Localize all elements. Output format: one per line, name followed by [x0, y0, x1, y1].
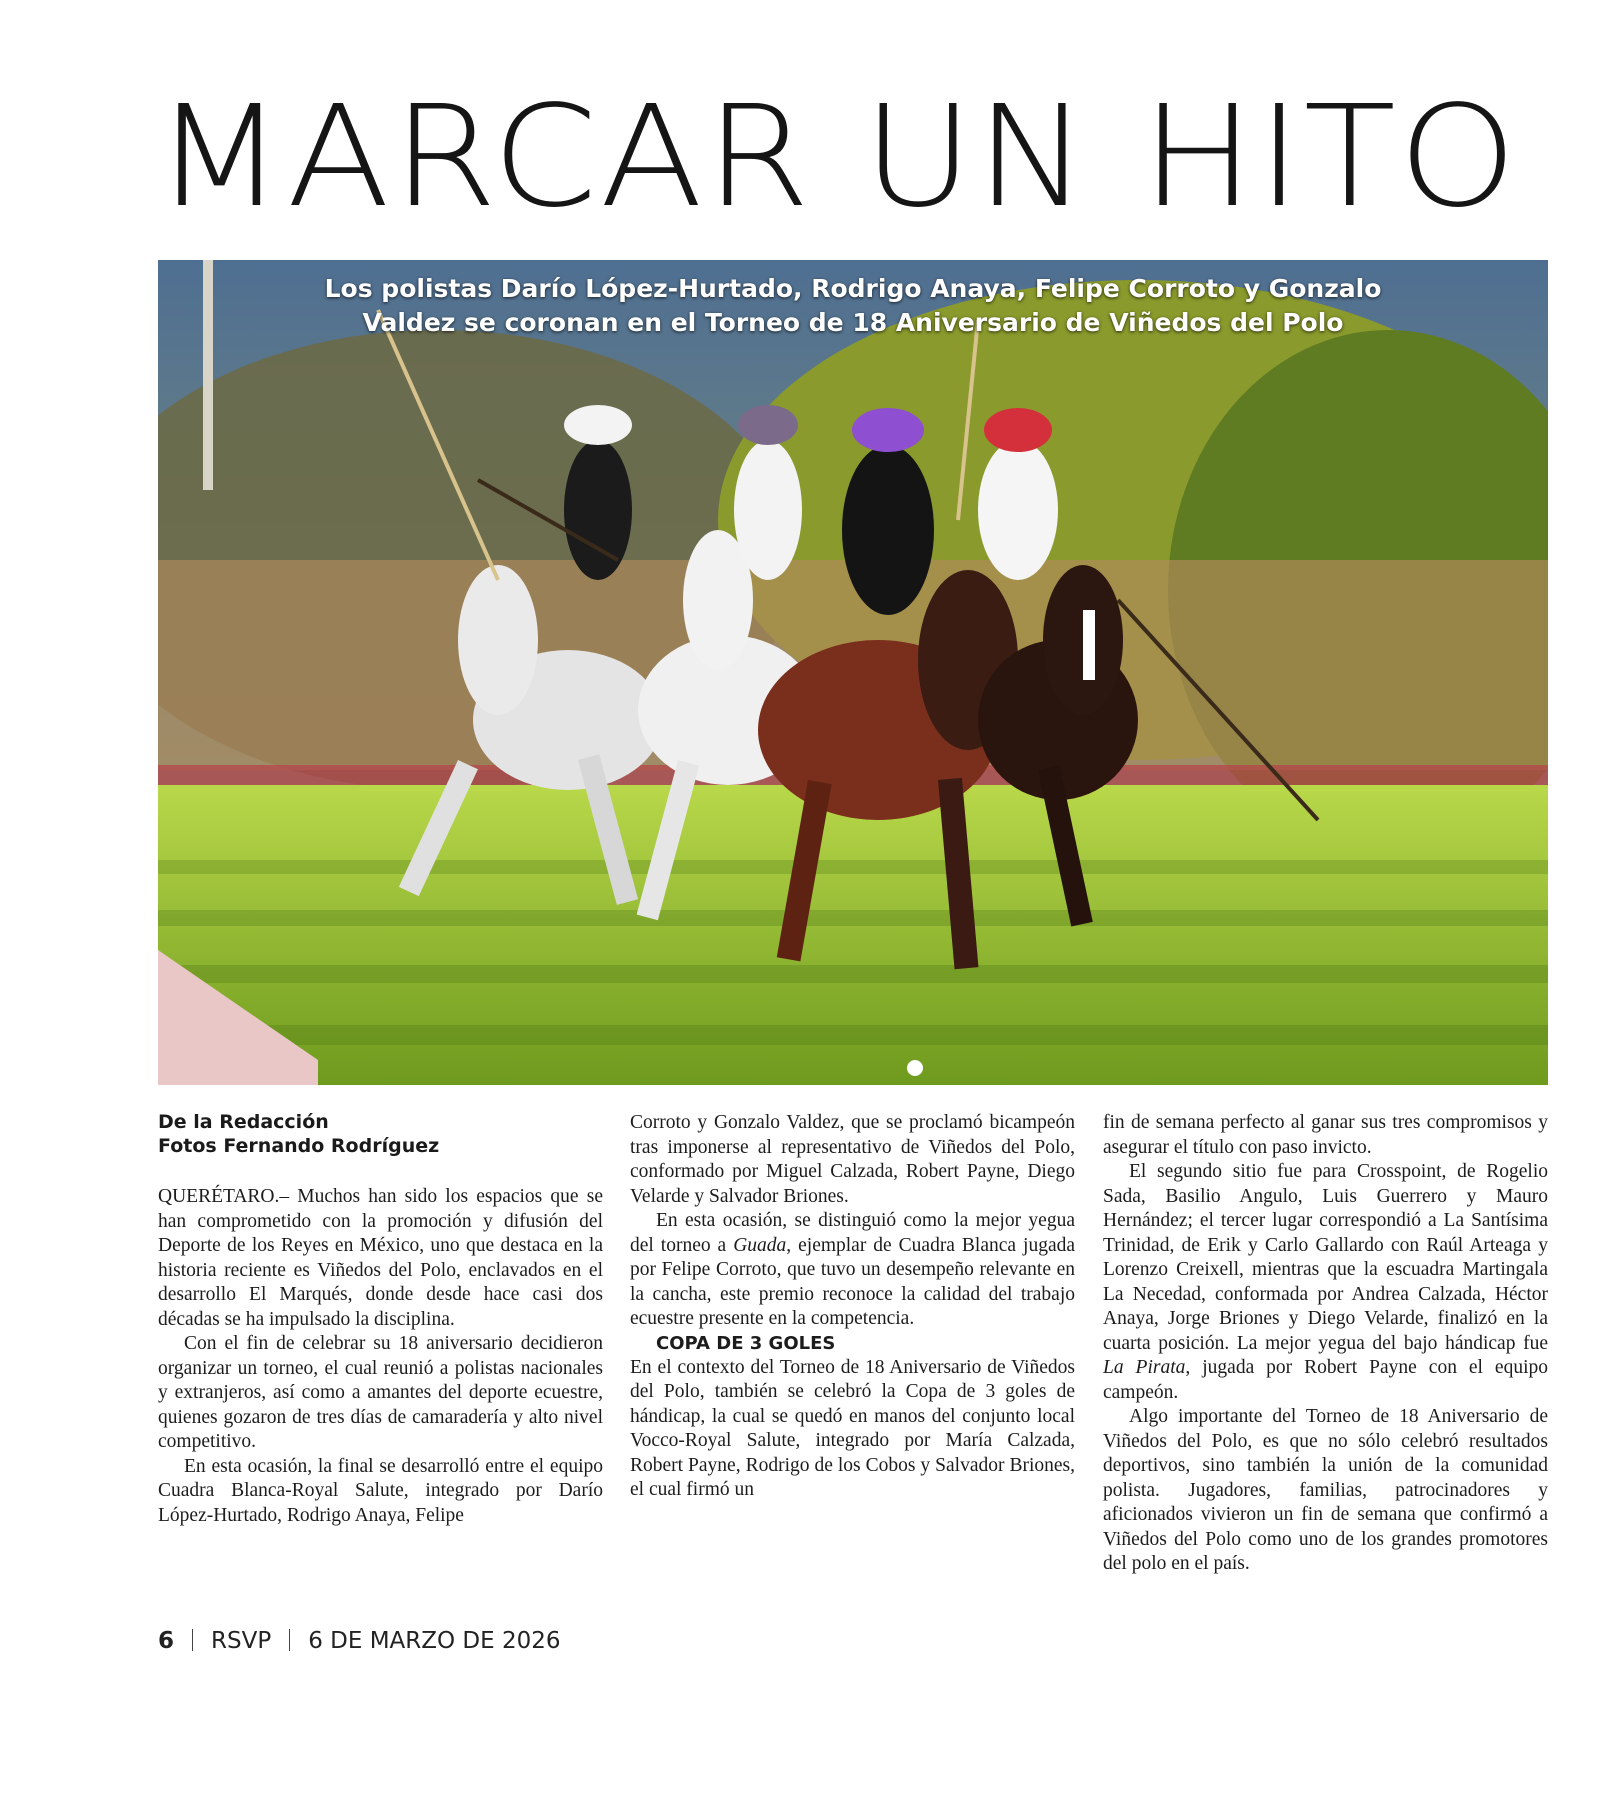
text-run: , jugada por Robert Payne con el equipo campeón.	[1103, 1357, 1549, 1403]
article-paragraph	[1103, 1160, 1548, 1405]
publication-name: RSVP	[211, 1628, 272, 1654]
page-number: 6	[158, 1628, 175, 1654]
page-footer	[158, 1628, 561, 1654]
section-heading: COPA DE 3 GOLES	[656, 1332, 836, 1354]
article-paragraph: fin de semana perfecto al ganar sus tres compromisos y asegurar el título con paso invicto.	[1103, 1112, 1548, 1158]
subhead-line-1: Los polistas Darío López-Hurtado, Rodrigo Anaya, Felipe Corroto y Gonzalo	[324, 274, 1382, 303]
horse-name: La Pirata	[1103, 1357, 1186, 1378]
headline: MARCAR UN HITO	[154, 76, 1520, 239]
photo-subhead	[158, 272, 1548, 340]
byline-author: De la Redacción	[158, 1111, 329, 1133]
horse-name: Guada	[733, 1234, 787, 1256]
text-run: El segundo sitio fue para Crosspoint, de Rogelio Sada, Basilio Angulo, Luis Guerrero y Mauro Hernández; el tercer lugar correspondió a La Santísima Trinidad, de Erik y Carlo Gallardo con Raúl Arteaga y Lorenzo Creixell, mientras que la escuadra Martingala La Necedad, conformada por Andrea Calzada, Héctor Anaya, Jorge Briones y Diego Velarde, finalizó en la cuarta posición. La mejor yegua del bajo hándicap fue	[1103, 1161, 1548, 1354]
article-paragraph: QUERÉTARO.– Muchos han sido los espacios que se han comprometido con la promoción y difusión del Deporte de los Reyes en México, uno que destaca en la historia reciente es Viñedos del Polo, enclavados en el desarrollo El Marqués, donde desde hace casi dos décadas se ha impulsado la disciplina.	[158, 1186, 603, 1330]
footer-divider	[192, 1629, 193, 1651]
byline	[158, 1110, 618, 1158]
text-run: En esta ocasión, se distinguió como la mejor yegua del torneo a	[630, 1210, 1075, 1256]
article-paragraph: Con el fin de celebrar su 18 aniversario decidieron organizar un torneo, el cual reunió a polistas nacionales y extranjeros, así como a amantes del deporte ecuestre, quienes gozaron de tres días de camaradería y alto nivel competitivo.	[158, 1333, 603, 1452]
issue-date: 6 DE MARZO DE 2026	[308, 1628, 561, 1654]
article-paragraph: En esta ocasión, la final se desarrolló entre el equipo Cuadra Blanca-Royal Salute, integrado por Darío López-Hurtado, Rodrigo Anaya, Felipe	[158, 1455, 603, 1526]
polo-photo-illustration	[158, 260, 1548, 1085]
polo-match-photo	[158, 260, 1548, 1085]
article-paragraph: Corroto y Gonzalo Valdez, que se proclamó bicampeón tras imponerse al representativo de Viñedos del Polo, conformado por Miguel Calzada, Robert Payne, Diego Velarde y Salvador Briones.	[630, 1112, 1075, 1207]
article-column-1	[158, 1185, 603, 1528]
text-run: , ejemplar de Cuadra Blanca jugada por Felipe Corroto, que tuvo un desempeño relevante en la cancha, este premio reconoce la calidad del trabajo ecuestre presente en la competencia.	[630, 1234, 1076, 1329]
article-paragraph	[630, 1209, 1075, 1332]
article-column-3	[1103, 1111, 1548, 1577]
byline-photos: Fotos Fernando Rodríguez	[158, 1135, 440, 1157]
article-paragraph: En el contexto del Torneo de 18 Aniversario de Viñedos del Polo, también se celebró la Copa de 3 goles de hándicap, la cual se quedó en manos del conjunto local Vocco-Royal Salute, integrado por María Calzada, Robert Payne, Rodrigo de los Cobos y Salvador Briones, el cual firmó un	[630, 1356, 1075, 1500]
article-paragraph: Algo importante del Torneo de 18 Aniversario de Viñedos del Polo, es que no sólo celebró resultados deportivos, sino también la unión de la comunidad polista. Jugadores, familias, patrocinadores y aficionados vivieron un fin de semana que confirmó a Viñedos del Polo como uno de los grandes promotores del polo en el país.	[1103, 1406, 1548, 1574]
subhead-line-2: Valdez se coronan en el Torneo de 18 Aniversario de Viñedos del Polo	[362, 308, 1344, 337]
article-column-2	[630, 1111, 1075, 1503]
footer-divider	[289, 1629, 290, 1651]
